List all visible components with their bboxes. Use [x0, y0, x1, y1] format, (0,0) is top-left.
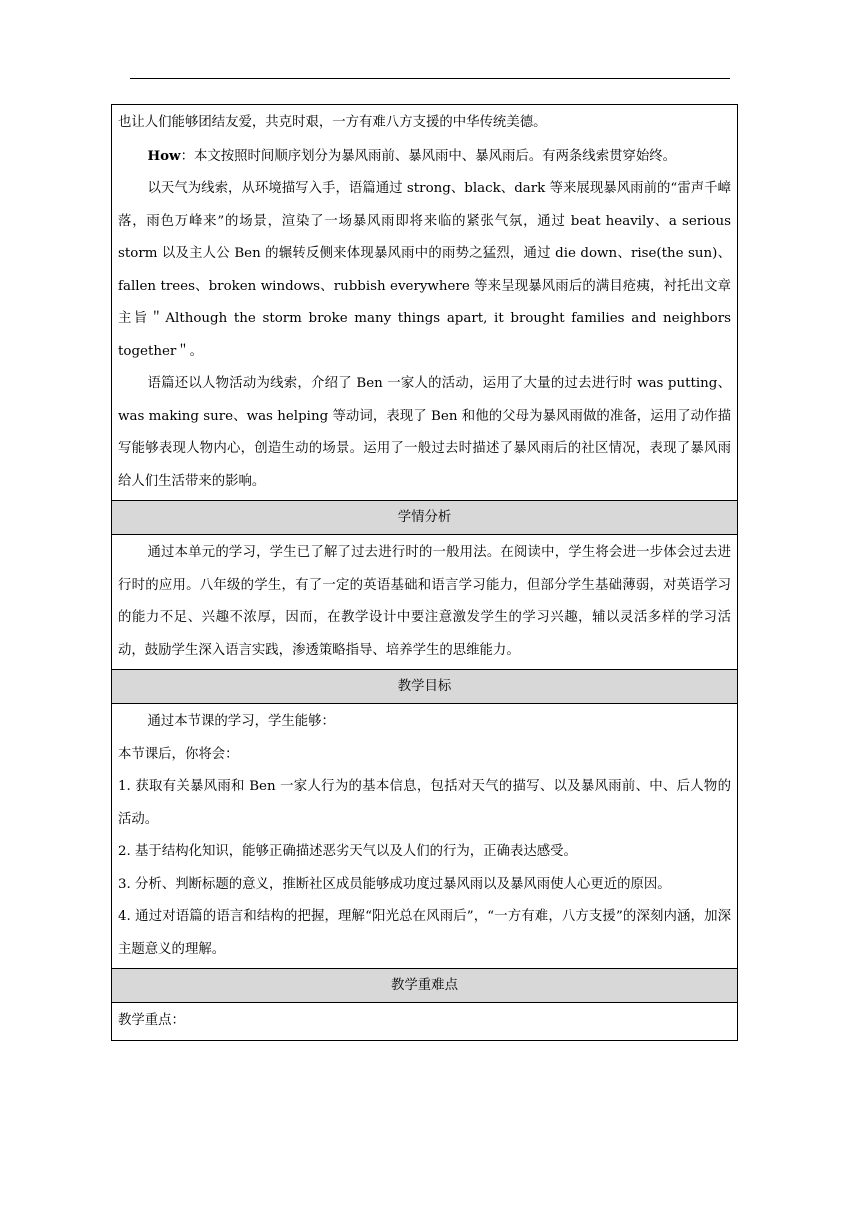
how-label: How [147, 147, 181, 164]
student-analysis-heading-row [112, 501, 738, 535]
teaching-goals-cell [112, 704, 738, 969]
student-analysis-heading: 学情分析 [112, 501, 738, 535]
student-analysis-cell [112, 535, 738, 670]
teaching-goals-row [112, 704, 738, 969]
key-points-heading: 教学重难点 [112, 969, 738, 1003]
weather-clue-paragraph: 以天气为线索，从环境描写入手，语篇通过 strong、black、dark 等来展现暴风雨前的“雷声千嶂落，雨色万峰来”的场景，渲染了一场暴风雨即将来临的紧张气氛，通过 beat heavily、a serious storm 以及主人公 Ben 的辗转反侧来体现暴风雨中的雨势之猛烈，通过 die down、rise(the sun)、fallen trees、broken windows、rubbish everywhere 等来呈现暴风雨后的满目疮痍，衬托出文章主旨＂Although the storm broke many things apart, it brought families and neighbors together＂。 [118, 181, 731, 359]
goals-subintro: 本节课后，你将会： [118, 746, 239, 762]
key-points-heading-row [112, 969, 738, 1003]
goal-item: 1. 获取有关暴风雨和 Ben 一家人行为的基本信息，包括对天气的描写、以及暴风雨前、中、后人物的活动。 [118, 779, 731, 827]
teaching-goals-heading: 教学目标 [112, 670, 738, 704]
key-points-first-line: 教学重点： [118, 1013, 185, 1028]
header-rule [130, 78, 730, 79]
lesson-plan-table [111, 104, 738, 1041]
continuation-paragraph: 也让人们能够团结友爱，共克时艰，一方有难八方支援的中华传统美德。 [118, 115, 547, 130]
key-points-cell [112, 1003, 738, 1041]
text-analysis-row [112, 105, 738, 501]
how-paragraph [118, 140, 731, 174]
goal-item: 2. 基于结构化知识，能够正确描述恶劣天气以及人们的行为，正确表达感受。 [118, 844, 577, 859]
key-points-row [112, 1003, 738, 1041]
teaching-goals-heading-row [112, 670, 738, 704]
goal-item: 3. 分析、判断标题的意义，推断社区成员能够成功度过暴风雨以及暴风雨使人心更近的原因。 [118, 876, 671, 892]
how-text: ：本文按照时间顺序划分为暴风雨前、暴风雨中、暴风雨后。有两条线索贯穿始终。 [180, 148, 677, 164]
goal-item: 4. 通过对语篇的语言和结构的把握，理解“阳光总在风雨后”，“一方有难，八方支援”的深刻内涵，加深主题意义的理解。 [118, 909, 731, 957]
goals-intro: 通过本节课的学习，学生能够： [147, 714, 335, 729]
student-analysis-text: 通过本单元的学习，学生已了解了过去进行时的一般用法。在阅读中，学生将会进一步体会过去进行时的应用。八年级的学生，有了一定的英语基础和语言学习能力，但部分学生基础薄弱，对英语学习的能力不足、兴趣不浓厚，因而，在教学设计中要注意激发学生的学习兴趣，辅以灵活多样的学习活动，鼓励学生深入语言实践，渗透策略指导、培养学生的思维能力。 [118, 545, 731, 658]
people-clue-paragraph: 语篇还以人物活动为线索，介绍了 Ben 一家人的活动，运用了大量的过去进行时 was putting、was making sure、was helping 等动词，表现了 Ben 和他的父母为暴风雨做的准备，运用了动作描写能够表现人物内心，创造生动的场景。运用了一般过去时描述了暴风雨后的社区情况，表现了暴风雨给人们生活带来的影响。 [118, 376, 731, 489]
student-analysis-row [112, 535, 738, 670]
text-analysis-cell [112, 105, 738, 501]
